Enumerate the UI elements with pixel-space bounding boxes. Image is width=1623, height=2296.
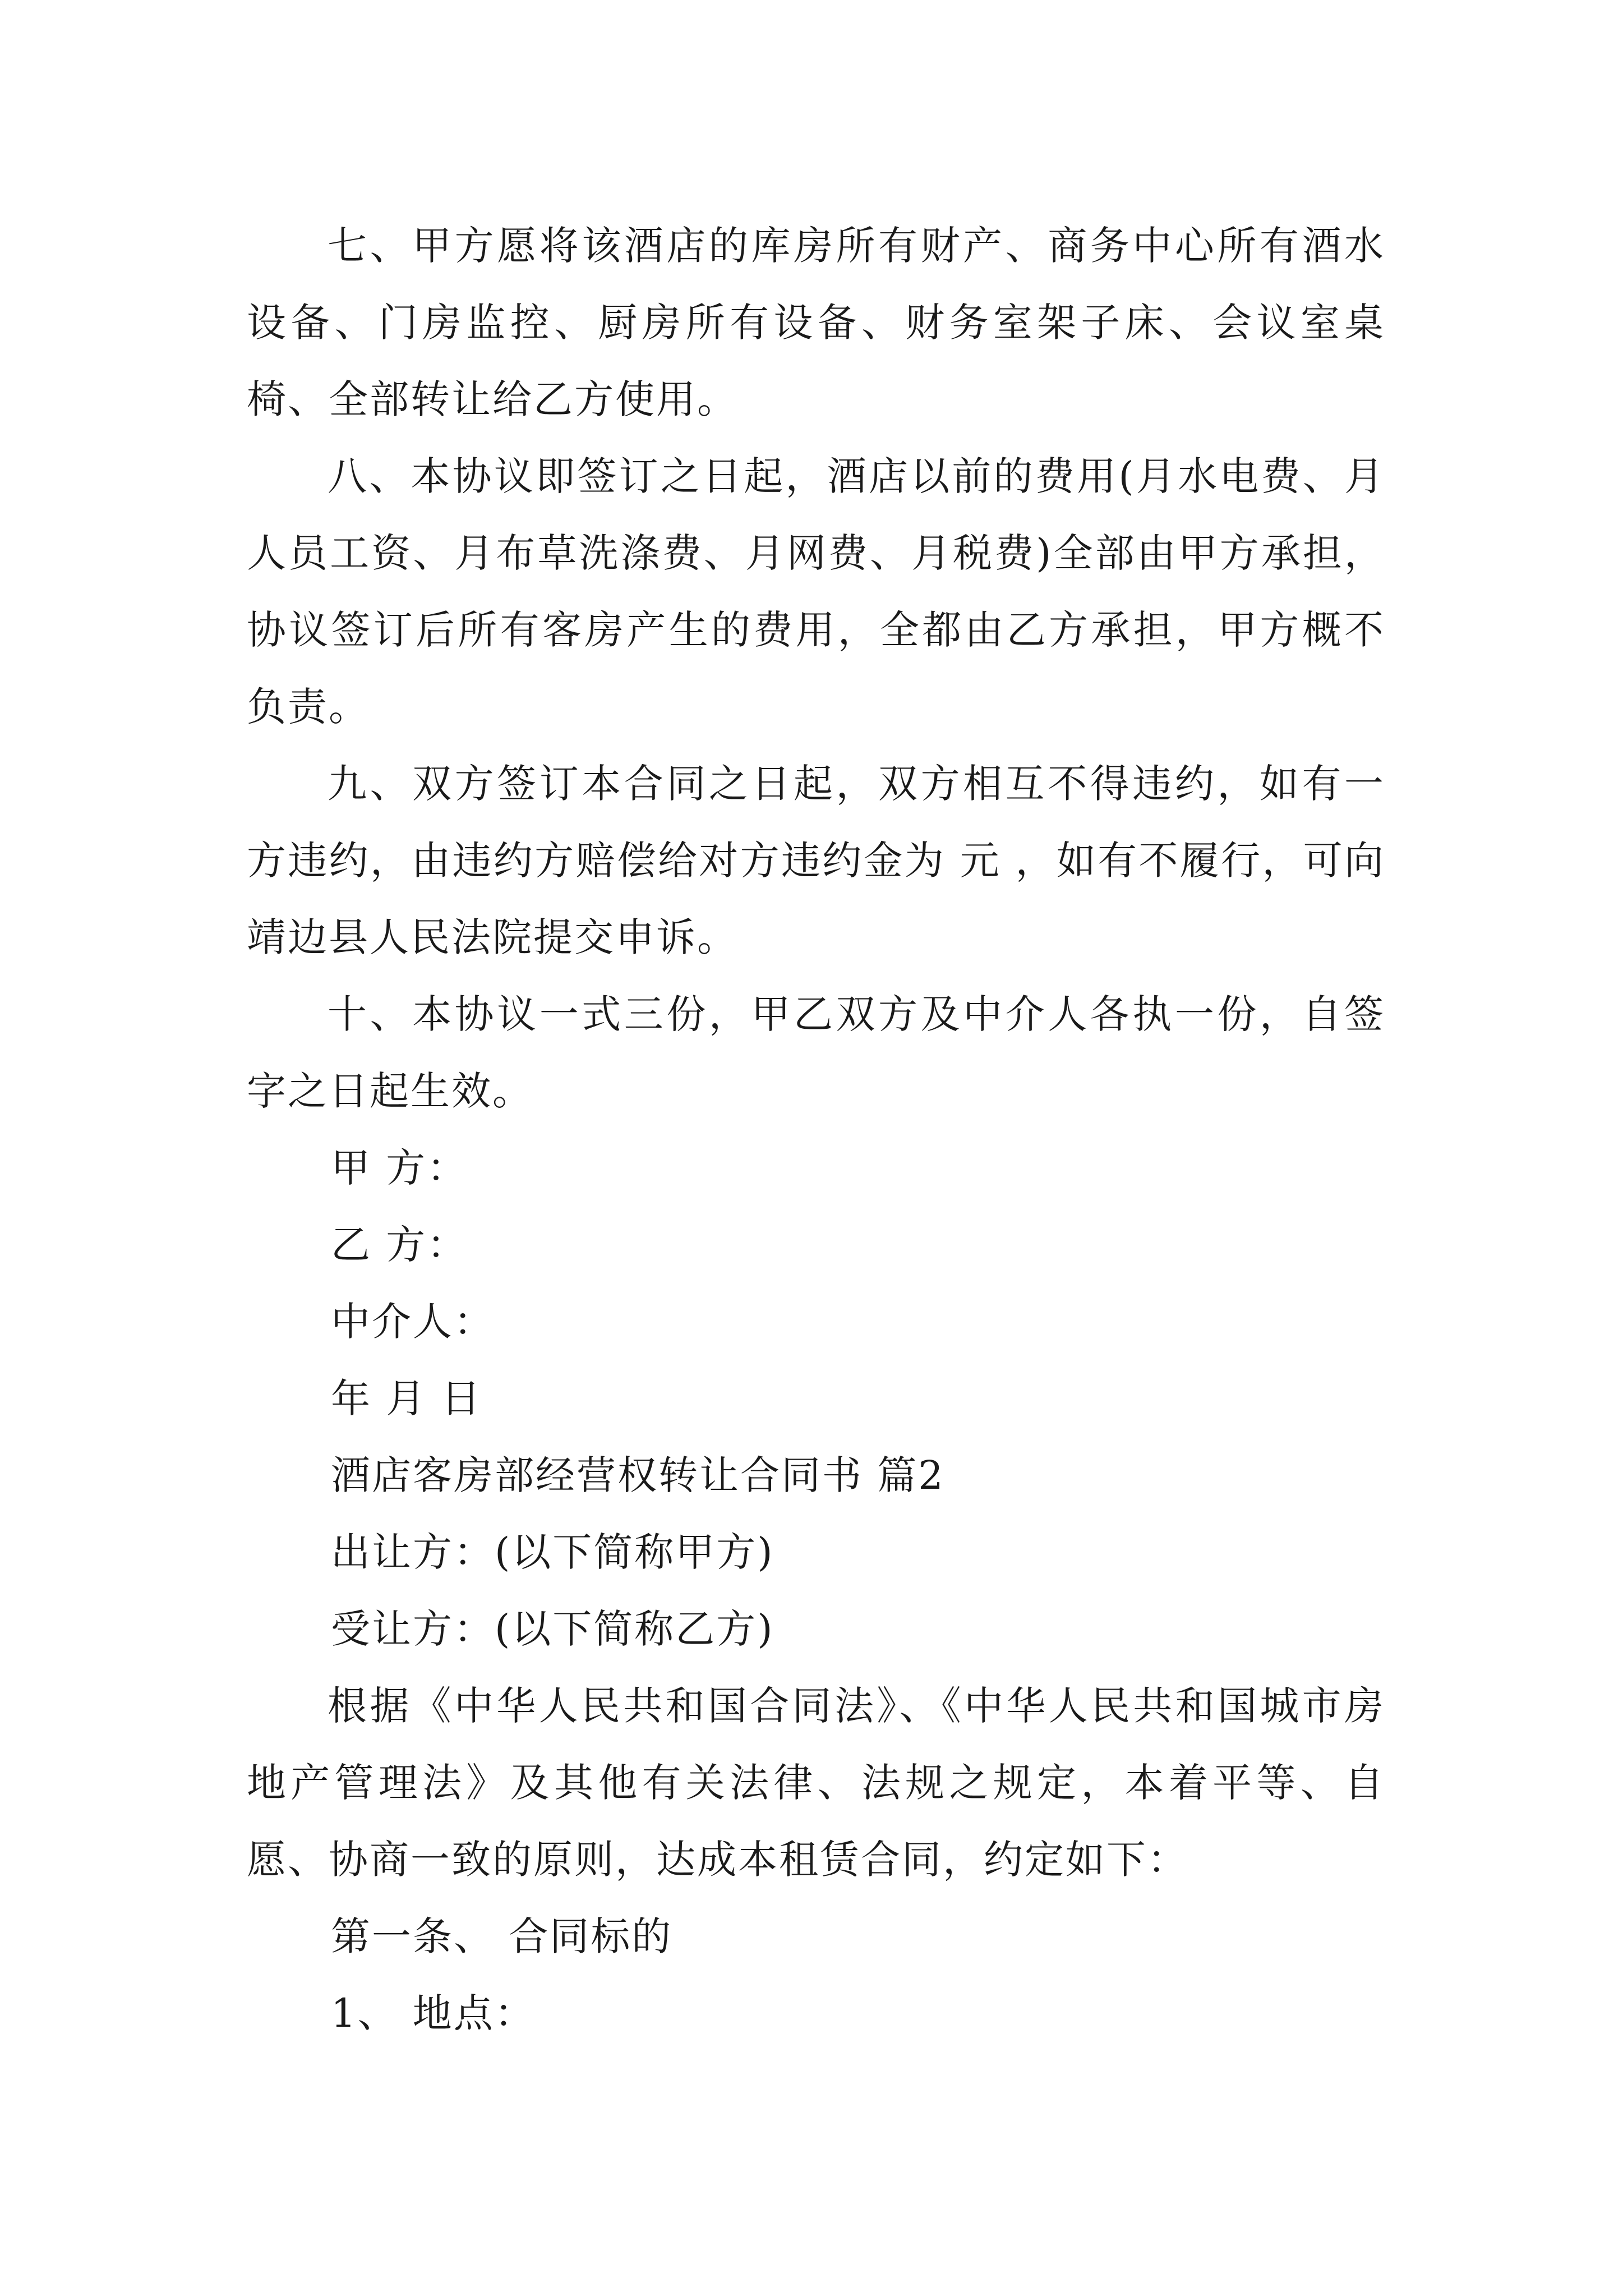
clause-8: 八、本协议即签订之日起，酒店以前的费用(月水电费、月人员工资、月布草洗涤费、月网费、月税费)全部由甲方承担，协议签订后所有客房产生的费用，全都由乙方承担，甲方概不负责。 (247, 453, 1385, 730)
signature-party-a: 甲 方： (331, 1145, 468, 1191)
preamble-paragraph: 根据《中华人民共和国合同法》、《中华人民共和国城市房地产管理法》及其他有关法律、法规之规定，本着平等、自愿、协商一致的原则，达成本租赁合同，约定如下： (247, 1683, 1385, 1883)
transferee-line: 受让方：(以下简称乙方) (331, 1606, 774, 1652)
document-body (247, 208, 1385, 2052)
signature-party-b: 乙 方： (331, 1222, 468, 1268)
transferor-line: 出让方：(以下简称甲方) (331, 1529, 774, 1575)
signature-intermediary: 中介人： (331, 1299, 495, 1345)
clause-9: 九、双方签订本合同之日起，双方相互不得违约，如有一方违约，由违约方赔偿给对方违约金为 元 ，如有不履行，可向靖边县人民法院提交申诉。 (247, 761, 1385, 960)
article-1-title: 第一条、 合同标的 (331, 1913, 673, 1959)
clause-7: 七、甲方愿将该酒店的库房所有财产、商务中心所有酒水设备、门房监控、厨房所有设备、财务室架子床、会议室桌椅、全部转让给乙方使用。 (247, 223, 1385, 422)
section-2-title: 酒店客房部经营权转让合同书 篇2 (331, 1452, 945, 1498)
clause-10: 十、本协议一式三份，甲乙双方及中介人各执一份，自签字之日起生效。 (247, 991, 1385, 1114)
signature-date: 年 月 日 (331, 1375, 482, 1421)
item-1-location: 1、 地点： (331, 1990, 536, 2036)
